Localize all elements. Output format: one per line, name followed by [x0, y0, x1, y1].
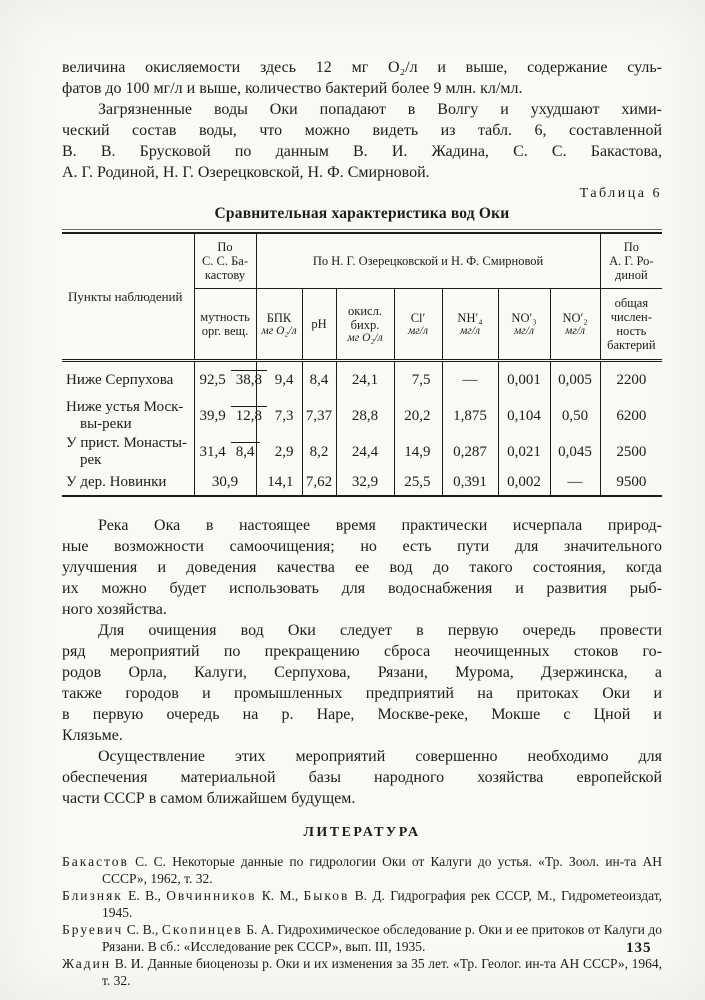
table-group-header-row: [62, 233, 662, 289]
bibliography-entry: Жадин В. И. Данные биоценозы р. Оки и их изменения за 35 лет. «Тр. Геолог. ин-та АН СССР», 1964, т. 32.: [62, 956, 662, 988]
value-cell: 0,021: [498, 434, 550, 470]
column-unit: мг О₂/л: [261, 324, 297, 337]
bibliography-entry: Бакастов С. С. Некоторые данные по гидрологии Оки от Калуги до устья. «Тр. Зоол. ин-та АН СССР», 1962, т. 32.: [62, 854, 662, 886]
station-name-line: У прист. Монасты-: [66, 435, 187, 451]
bibliography-text: Гидрохимическое обследование р. Оки и ее притоков от Калуги до Рязани. В сб.: «Исследование рек СССР», вып. III, 1935.: [102, 922, 662, 954]
header-line: По: [217, 240, 233, 254]
body-paragraphs-top: [62, 57, 662, 183]
station-name-line: Ниже устья Моск-: [66, 399, 184, 415]
header-line: По Н. Г. Озерецковской и Н. Ф. Смирновой: [312, 254, 544, 268]
header-line: мутность: [200, 310, 250, 324]
value-cell: 7,62: [302, 470, 336, 496]
text-line: их можно будет использовать для водоснабжения и развития рыб-: [62, 580, 662, 597]
value-cell: 0,002: [498, 470, 550, 496]
text-line: части СССР в самом ближайшем будущем.: [62, 790, 356, 807]
fraction-denominator: 12,8: [231, 406, 267, 424]
text-line: ного хозяйства.: [62, 601, 167, 618]
column-group-header: [194, 233, 256, 289]
value-cell: 0,005: [550, 361, 600, 399]
value-cell: —: [550, 470, 600, 496]
column-header: [194, 289, 256, 361]
value-cell: 2500: [600, 434, 662, 470]
column-unit: мг/л: [459, 324, 481, 337]
column-unit: мг/л: [407, 324, 429, 337]
author-surname: Скопинцев: [161, 922, 243, 937]
column-header: [600, 289, 662, 361]
turbidity-cell: 30,9: [194, 470, 256, 496]
column-unit: мг О₂/л: [347, 331, 383, 344]
fraction-numerator: 92,5: [199, 372, 226, 389]
value-cell: 32,9: [336, 470, 394, 496]
bibliography: [62, 853, 662, 989]
table-label: Таблица 6: [579, 186, 662, 201]
bibliography-entry: Близняк Е. В., Овчинников К. М., Быков В. Д. Гидрография рек СССР, М., Гидрометеоиздат, 1945.: [62, 888, 662, 920]
column-unit: мг/л: [513, 324, 535, 337]
fraction-numerator: 39,9: [199, 408, 226, 425]
bibliography-text: Гидрография рек СССР, М., Гидрометеоиздат, 1945.: [102, 888, 662, 920]
text-line: В. В. Брусковой по данным В. И. Жадина, С. С. Бакастова,: [62, 143, 662, 160]
header-line: бактерий: [607, 338, 656, 352]
table-row: [62, 470, 662, 496]
text-line: улучшения и доведения качества ее вод до такого состояния, когда: [62, 559, 662, 576]
table-row: [62, 398, 662, 434]
fraction-denominator: 38,8: [231, 370, 267, 388]
paragraph: [62, 99, 662, 183]
text-line: ческий состав воды, что можно видеть из табл. 6, составленной: [62, 122, 662, 139]
station-cell: [62, 398, 194, 434]
turbidity-cell: [194, 398, 262, 434]
text-line: Река Ока в настоящее время практически исчерпала природ-: [98, 517, 662, 534]
header-line: По: [623, 240, 639, 254]
header-line: pH: [311, 317, 327, 331]
value-cell: 24,1: [336, 361, 394, 399]
value-cell: 7,37: [302, 398, 336, 434]
body-paragraphs-bottom: [62, 515, 662, 809]
bibliography-text: Данные биоценозы р. Оки и их изменения за 35 лет. «Тр. Геолог. ин-та АН СССР», 1964, т. 32.: [102, 956, 662, 988]
text-line: фатов до 100 мг/л и выше, количество бактерий более 9 млн. кл/мл.: [62, 80, 523, 97]
value-cell: 24,4: [336, 434, 394, 470]
author-surname: Близняк: [62, 888, 123, 903]
value-cell: 0,50: [550, 398, 600, 434]
text-line: родов Орла, Калуги, Серпухова, Рязани, Мурома, Дзержинска, а: [62, 664, 662, 681]
text-line: также городов и промышленных предприятий на притоках Оки и: [62, 685, 662, 702]
value-cell: 7,5: [394, 361, 442, 399]
column-group-header: [256, 233, 600, 289]
paragraph: [62, 620, 662, 746]
value-cell: 14,9: [394, 434, 442, 470]
turbidity-cell: [194, 434, 256, 470]
turbidity-fraction: [195, 444, 260, 460]
turbidity-fraction: [195, 408, 268, 424]
value-cell: —: [442, 361, 498, 399]
column-header: [302, 289, 336, 361]
column-header: [550, 289, 600, 361]
header-line: кастову: [204, 268, 246, 282]
text-line: в первую очередь на р. Наре, Москве-реке, Мокше с Цной и: [62, 706, 662, 723]
value-cell: 0,104: [498, 398, 550, 434]
text-line: обеспечения материальной базы народного хозяйства европейской: [62, 769, 662, 786]
value-cell: 7,3: [256, 398, 302, 434]
station-name-line: рек: [80, 452, 102, 468]
value-cell: 6200: [600, 398, 662, 434]
text-line: ряд мероприятий по прекращению сброса неочищенных стоков го-: [62, 643, 662, 660]
text-line: величина окисляемости здесь 12 мг О₂/л и выше, содержание суль-: [62, 59, 662, 76]
value-cell: 0,287: [442, 434, 498, 470]
author-surname: Овчинников: [166, 888, 257, 903]
header-line: NO′₃: [511, 310, 537, 325]
table-title: Сравнительная характеристика вод Оки: [214, 205, 510, 222]
value-cell: 0,045: [550, 434, 600, 470]
header-line: БПК: [266, 310, 292, 325]
turbidity-fraction: [195, 372, 268, 388]
page-number: 135: [626, 940, 652, 956]
text-line: Загрязненные воды Оки попадают в Волгу и ухудшают хими-: [98, 101, 662, 118]
value-cell: 2,9: [256, 434, 302, 470]
station-cell: [62, 470, 194, 496]
author-surname: Бакастов: [62, 854, 129, 869]
value-cell: 8,2: [302, 434, 336, 470]
header-line: бихр.: [350, 317, 380, 332]
header-line: окисл.: [348, 303, 382, 318]
header-line: NH′₄: [457, 310, 483, 325]
column-header: [394, 289, 442, 361]
column-header: [498, 289, 550, 361]
text-line: Клязьме.: [62, 727, 123, 744]
header-line: числен-: [610, 310, 652, 324]
header-line: NO′₂: [562, 310, 588, 325]
author-surname: Бруевич: [62, 922, 124, 937]
column-header: [256, 289, 302, 361]
column-unit: мг/л: [565, 324, 586, 337]
value-cell: 25,5: [394, 470, 442, 496]
column-header-points: Пункты наблюдений: [62, 233, 194, 361]
table-row: [62, 434, 662, 470]
paragraph: [62, 515, 662, 620]
header-line: диной: [615, 268, 648, 282]
header-line: общая: [614, 296, 649, 310]
value-cell: 20,2: [394, 398, 442, 434]
text-line: Для очищения вод Оки следует в первую очередь провести: [98, 622, 662, 639]
value-cell: 14,1: [256, 470, 302, 496]
value-cell: 0,001: [498, 361, 550, 399]
fraction-denominator: 8,4: [231, 442, 260, 460]
paragraph: [62, 57, 662, 99]
column-group-header: [600, 233, 662, 289]
text-line: А. Г. Родиной, Н. Г. Озерецковской, Н. Ф. Смирновой.: [62, 164, 430, 181]
header-line: орг. вещ.: [201, 324, 249, 338]
fraction-numerator: 31,4: [199, 444, 226, 461]
value-cell: 9,4: [256, 361, 302, 399]
table-row: [62, 361, 662, 399]
value-cell: 1,875: [442, 398, 498, 434]
value-cell: 2200: [600, 361, 662, 399]
station-cell: [62, 434, 194, 470]
author-surname: Жадин: [62, 956, 112, 971]
paragraph: [62, 746, 662, 809]
text-line: Осуществление этих мероприятий совершенно необходимо для: [98, 748, 662, 765]
value-cell: 8,4: [302, 361, 336, 399]
header-line: Cl′: [410, 310, 426, 325]
column-header: [336, 289, 394, 361]
bibliography-entry: Бруевич С. В., Скопинцев Б. А. Гидрохимическое обследование р. Оки и ее притоков от Калуги до Рязани. В сб.: «Исследование рек СССР», вып. III, 1935.: [62, 922, 662, 954]
header-line: А. Г. Ро-: [609, 254, 654, 268]
column-header: [442, 289, 498, 361]
value-cell: 9500: [600, 470, 662, 496]
station-name-line: вы-реки: [80, 416, 132, 432]
station-name-line: Ниже Серпухова: [66, 371, 174, 388]
value-cell: 0,391: [442, 470, 498, 496]
value-cell: 28,8: [336, 398, 394, 434]
turbidity-cell: [194, 361, 262, 399]
header-line: С. С. Ба-: [201, 254, 249, 268]
comparison-table-wrap: [62, 229, 662, 497]
station-name-line: У дер. Новинки: [66, 474, 167, 490]
station-cell: [62, 361, 194, 399]
comparison-table: [62, 232, 662, 497]
author-surname: Быков: [303, 888, 350, 903]
bibliography-text: Некоторые данные по гидрологии Оки от Калуги до устья. «Тр. Зоол. ин-та АН СССР», 1962, т. 32.: [102, 854, 662, 886]
text-line: ные возможности самоочищения; но есть пути для значительного: [62, 538, 662, 555]
literature-heading: ЛИТЕРАТУРА: [303, 825, 421, 840]
page-content: [62, 57, 662, 989]
header-line: ность: [616, 324, 647, 338]
